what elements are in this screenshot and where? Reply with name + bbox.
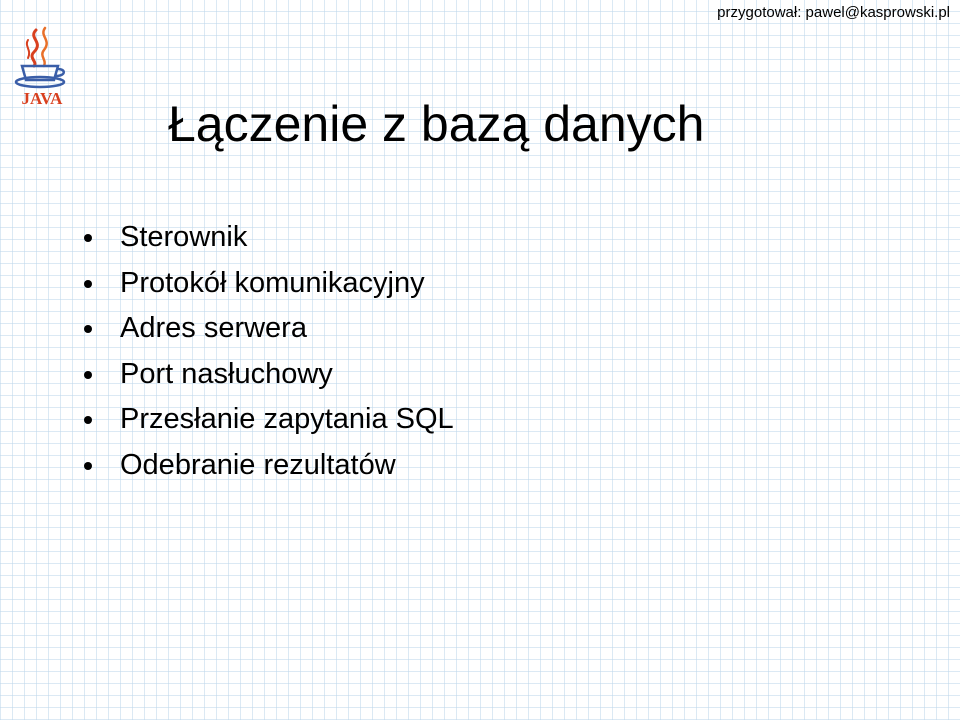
list-item-text: Sterownik: [120, 221, 248, 253]
list-item-text: Protokół komunikacyjny: [120, 266, 425, 299]
bullet-icon: [84, 234, 92, 242]
list-item-text: Port nasłuchowy: [120, 357, 333, 390]
bullet-list: [80, 215, 454, 489]
slide-title: Łączenie z bazą danych: [168, 96, 705, 152]
bullet-icon: [84, 462, 92, 470]
java-coffee-cup-icon: [14, 26, 70, 108]
svg-text:JAVA: JAVA: [21, 89, 63, 108]
bullet-icon: [84, 280, 92, 288]
author-credit: przygotował: pawel@kasprowski.pl: [717, 4, 950, 21]
list-item: [80, 443, 454, 489]
list-item: [80, 397, 454, 443]
list-item: [80, 306, 454, 352]
list-item: [80, 352, 454, 398]
bullet-icon: [84, 325, 92, 333]
list-item-text: Przesłanie zapytania SQL: [120, 403, 454, 436]
list-item: [80, 215, 454, 261]
bullet-icon: [84, 416, 92, 424]
java-logo: [14, 26, 70, 108]
list-item-text: Adres serwera: [120, 312, 307, 345]
list-item: [80, 261, 454, 307]
list-item-text: Odebranie rezultatów: [120, 448, 396, 481]
bullet-icon: [84, 371, 92, 379]
